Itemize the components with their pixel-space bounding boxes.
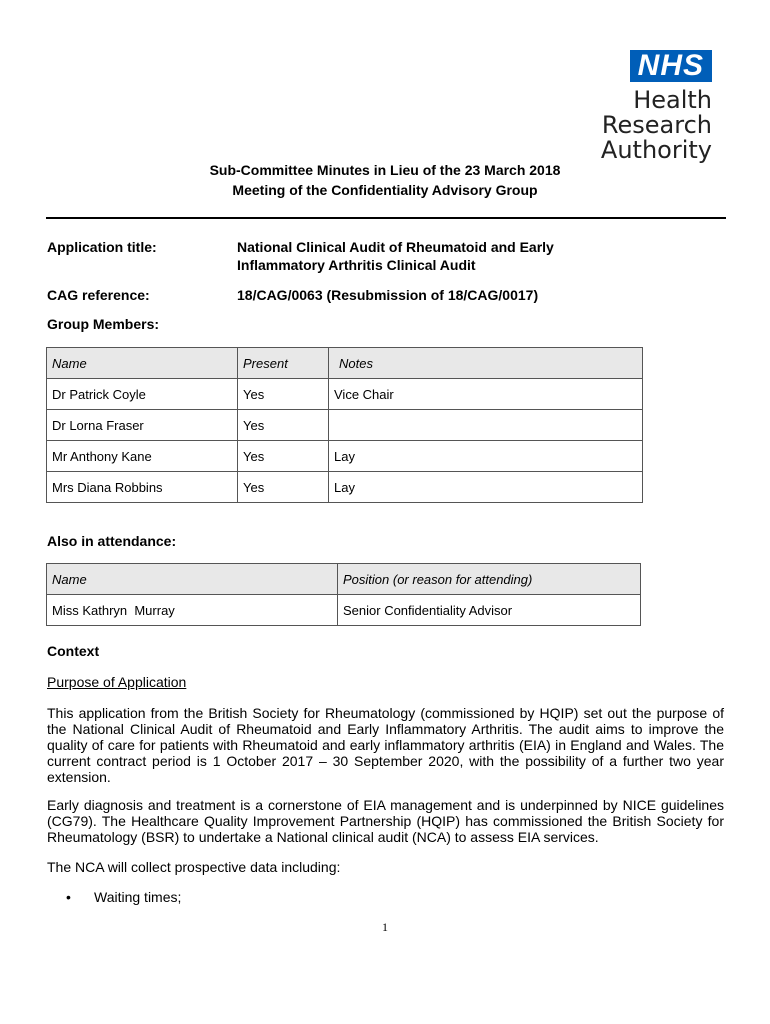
table-cell: Dr Lorna Fraser: [47, 410, 238, 441]
table-cell: [329, 410, 643, 441]
column-header: Name: [47, 348, 238, 379]
attendance-table: [46, 563, 641, 626]
table-row: [47, 472, 643, 503]
application-title-value-line1: National Clinical Audit of Rheumatoid and Early: [237, 239, 554, 255]
document-title: [0, 160, 770, 200]
purpose-subheading: Purpose of Application: [47, 674, 187, 690]
table-header-row: [47, 348, 643, 379]
table-cell: Dr Patrick Coyle: [47, 379, 238, 410]
table-cell: Vice Chair: [329, 379, 643, 410]
table-cell: Miss Kathryn Murray: [47, 595, 338, 626]
cag-reference-row: [47, 286, 539, 304]
nhs-logo: NHS: [630, 50, 712, 82]
group-members-table: [46, 347, 643, 503]
application-title-label: Application title:: [47, 239, 157, 255]
column-header: Notes: [329, 348, 643, 379]
table-header-row: [47, 564, 641, 595]
title-line2: Meeting of the Confidentiality Advisory Group: [232, 182, 538, 198]
table-cell: Yes: [238, 441, 329, 472]
table-cell: Yes: [238, 410, 329, 441]
context-heading: Context: [47, 643, 100, 659]
bullet-point: •: [66, 889, 71, 905]
bullet-item: Waiting times;: [94, 889, 182, 905]
table-cell: Lay: [329, 441, 643, 472]
table-cell: Yes: [238, 472, 329, 503]
page-number: 1: [382, 920, 388, 934]
table-row: [47, 410, 643, 441]
hra-logo: [522, 50, 712, 163]
application-title-value: [237, 238, 637, 274]
column-header: Name: [47, 564, 338, 595]
column-header: Present: [238, 348, 329, 379]
org-name: [522, 88, 712, 163]
table-cell: Yes: [238, 379, 329, 410]
table-cell: Mr Anthony Kane: [47, 441, 238, 472]
table-cell: Senior Confidentiality Advisor: [338, 595, 641, 626]
table-row: [47, 379, 643, 410]
cag-reference-value: 18/CAG/0063 (Resubmission of 18/CAG/0017): [237, 287, 539, 303]
application-title-value-line2: Inflammatory Arthritis Clinical Audit: [237, 257, 476, 273]
title-divider: [46, 217, 726, 219]
table-cell: Mrs Diana Robbins: [47, 472, 238, 503]
org-name-line2: Authority: [600, 136, 712, 164]
attendance-heading: Also in attendance:: [47, 533, 177, 549]
table-cell: Lay: [329, 472, 643, 503]
cag-reference-label: CAG reference:: [47, 287, 150, 303]
table-row: [47, 441, 643, 472]
application-title-row: [47, 238, 554, 273]
context-paragraph-3: The NCA will collect prospective data including:: [47, 859, 341, 875]
org-name-line1: Health Research: [601, 86, 712, 139]
table-row: [47, 595, 641, 626]
title-line1: Sub-Committee Minutes in Lieu of the 23 March 2018: [209, 162, 561, 178]
context-paragraph-1: This application from the British Society for Rheumatology (commissioned by HQIP) set out the purpose of the National Clinical Audit of Rheumatoid and Early Inflammatory Arthritis. The audit aims to improve the quality of care for patients with Rheumatoid and early inflammatory arthritis (EIA) in England and Wales. The current contract period is 1 October 2017 – 30 September 2020, with the possibility of a further two year extension.: [47, 705, 724, 785]
column-header: Position (or reason for attending): [338, 564, 641, 595]
context-paragraph-2: Early diagnosis and treatment is a cornerstone of EIA management and is underpinned by NICE guidelines (CG79). The Healthcare Quality Improvement Partnership (HQIP) has commissioned the British Society for Rheumatology (BSR) to undertake a National clinical audit (NCA) to assess EIA services.: [47, 797, 724, 845]
group-members-heading: Group Members:: [47, 316, 160, 332]
